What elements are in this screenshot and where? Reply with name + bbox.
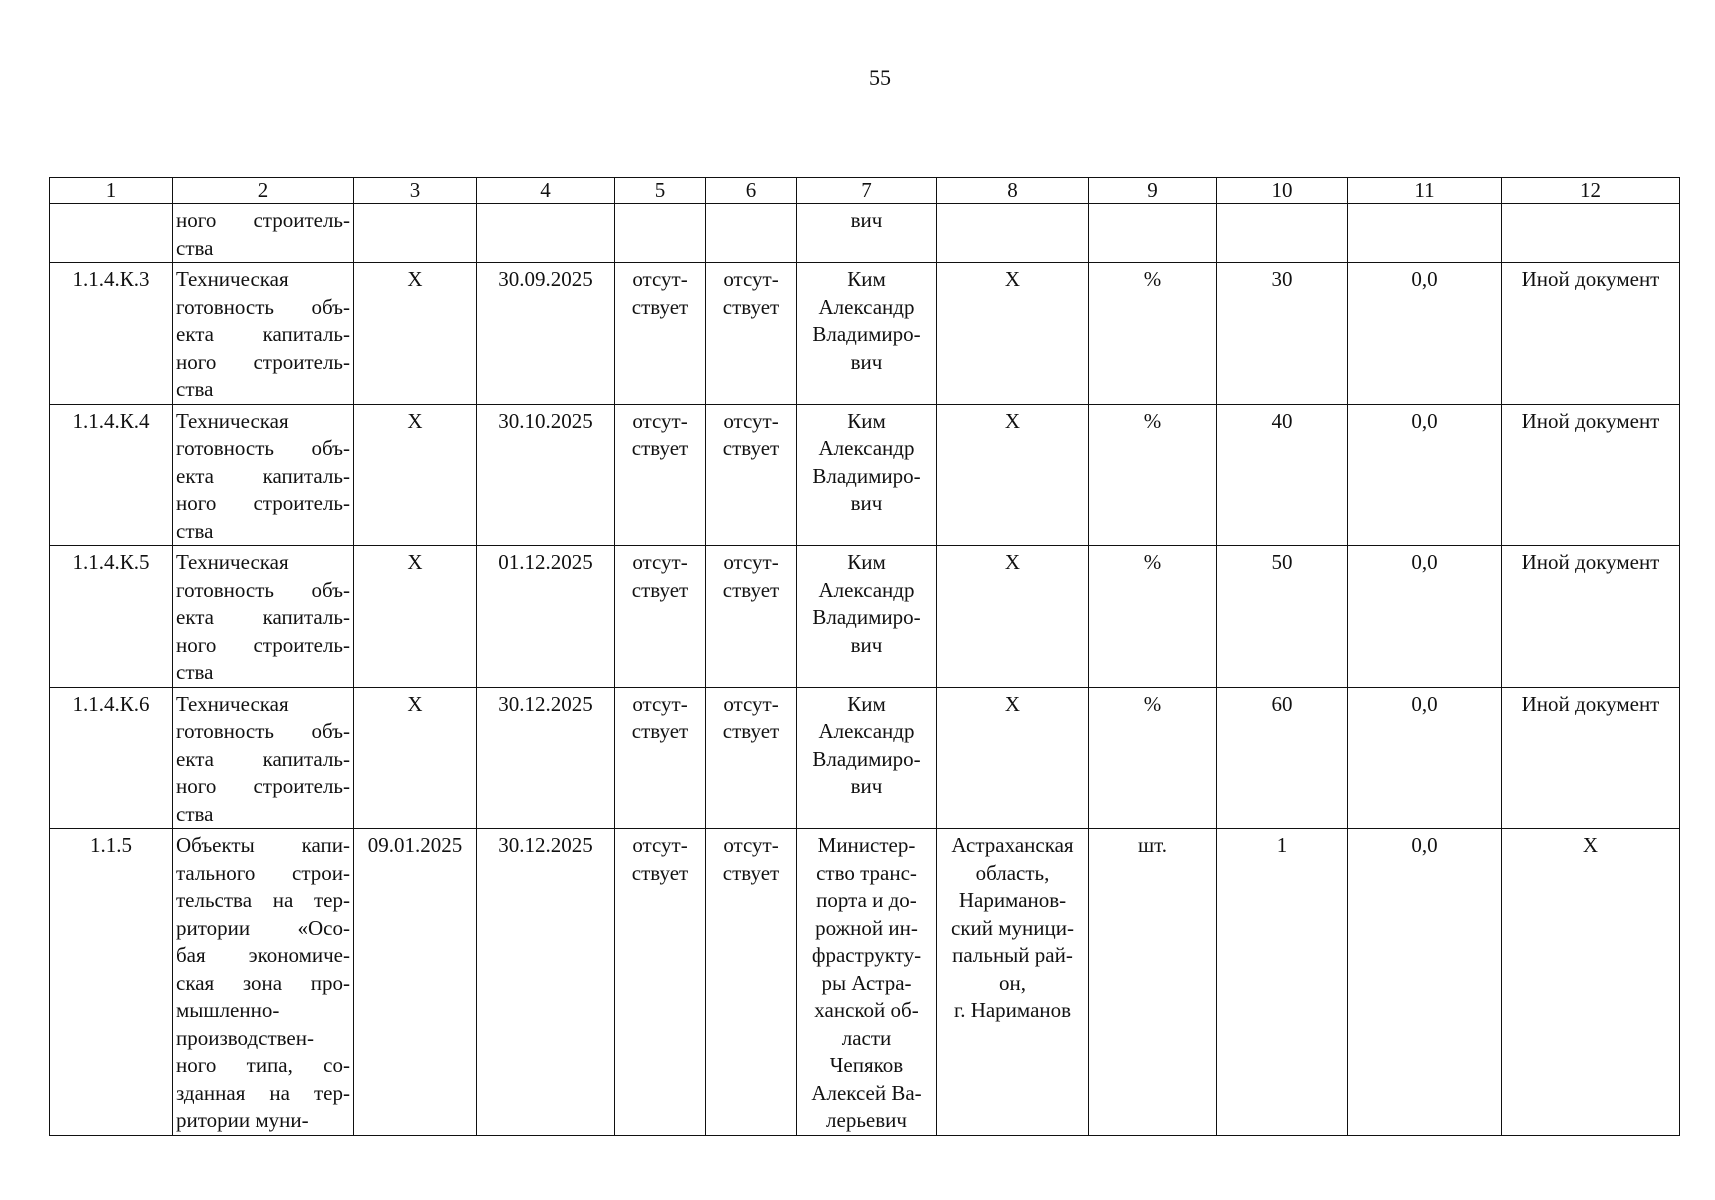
column-6-cell — [706, 829, 797, 1136]
cell-line: ствует — [631, 436, 689, 460]
cell-line: Х — [1004, 408, 1021, 433]
amount-cell — [1348, 204, 1502, 263]
column-header-7: 7 — [797, 178, 937, 204]
value-cell: 50 — [1217, 546, 1348, 688]
table-row — [50, 546, 1680, 688]
cell-line: Владимиро- — [812, 463, 921, 488]
end-date-cell: 30.09.2025 — [477, 263, 615, 405]
amount-cell: 0,0 — [1348, 829, 1502, 1136]
location-cell — [937, 404, 1089, 546]
cell-line: фраструкту- — [811, 943, 922, 967]
amount-cell: 0,0 — [1348, 546, 1502, 688]
start-date-cell: 09.01.2025 — [354, 829, 477, 1136]
column-5-cell — [615, 687, 706, 829]
location-cell — [937, 263, 1089, 405]
row-number-cell — [50, 204, 173, 263]
cell-line: порта и до- — [816, 888, 917, 912]
column-6-cell — [706, 263, 797, 405]
document-table — [49, 177, 1680, 1136]
value-cell: 1 — [1217, 829, 1348, 1136]
cell-line: Техническая — [176, 691, 289, 716]
value-cell: 30 — [1217, 263, 1348, 405]
cell-line: ствует — [722, 719, 780, 743]
cell-line: Алексей Ва- — [811, 1080, 922, 1105]
column-6-cell — [706, 404, 797, 546]
column-header-9: 9 — [1089, 178, 1217, 204]
cell-line: отсут- — [723, 408, 779, 433]
cell-line: готовность объ- — [176, 577, 350, 602]
cell-line: производствен- — [176, 1025, 314, 1050]
cell-line: ного строитель- — [176, 349, 350, 374]
column-5-cell — [615, 546, 706, 688]
responsible-cell — [797, 829, 937, 1136]
cell-line: Астраханская — [951, 833, 1074, 857]
cell-line: екта капиталь- — [176, 605, 350, 629]
cell-line: ства — [176, 377, 214, 401]
cell-line: лерьевич — [826, 1108, 907, 1132]
cell-line: Владимиро- — [812, 322, 921, 346]
column-5-cell — [615, 404, 706, 546]
cell-line: ский муници- — [951, 915, 1074, 940]
cell-line: г. Нариманов — [953, 998, 1072, 1022]
cell-line: Чепяков — [829, 1053, 904, 1077]
responsible-cell — [797, 404, 937, 546]
cell-line: ного строитель- — [176, 491, 350, 515]
cell-line: ствует — [631, 719, 689, 743]
document-cell: Х — [1502, 829, 1680, 1136]
cell-line: ствует — [722, 577, 780, 602]
cell-line: отсут- — [723, 267, 779, 291]
document-cell: Иной документ — [1502, 546, 1680, 688]
cell-line: вич — [850, 349, 883, 374]
cell-line: Александр — [818, 436, 915, 460]
unit-cell — [1089, 204, 1217, 263]
cell-line: Министер- — [817, 833, 916, 857]
value-cell: 40 — [1217, 404, 1348, 546]
cell-line: Ким — [847, 550, 886, 574]
cell-line: Владимиро- — [812, 746, 921, 771]
location-cell — [937, 546, 1089, 688]
cell-line: Нариманов- — [958, 888, 1067, 912]
cell-line: ного строитель- — [176, 774, 350, 798]
end-date-cell — [477, 204, 615, 263]
cell-line: тельства на тер- — [176, 888, 350, 912]
amount-cell: 0,0 — [1348, 404, 1502, 546]
start-date-cell: Х — [354, 546, 477, 688]
cell-line: рожной ин- — [815, 915, 918, 940]
column-header-5: 5 — [615, 178, 706, 204]
cell-line: отсут- — [632, 267, 688, 291]
cell-line: ханской об- — [814, 998, 919, 1022]
cell-line: Ким — [847, 408, 886, 433]
start-date-cell — [354, 204, 477, 263]
table-row — [50, 829, 1680, 1136]
location-cell — [937, 829, 1089, 1136]
unit-cell: % — [1089, 687, 1217, 829]
column-5-cell — [615, 829, 706, 1136]
row-number-cell: 1.1.4.К.6 — [50, 687, 173, 829]
row-number-cell: 1.1.4.К.3 — [50, 263, 173, 405]
cell-line: Х — [1004, 691, 1021, 716]
cell-line: Х — [1004, 550, 1021, 574]
responsible-cell — [797, 263, 937, 405]
cell-line: ства — [176, 518, 214, 543]
indicator-name-cell — [173, 546, 354, 688]
cell-line: отсут- — [723, 550, 779, 574]
table-row — [50, 404, 1680, 546]
table-row — [50, 687, 1680, 829]
cell-line: отсут- — [632, 833, 688, 857]
cell-line: екта капиталь- — [176, 463, 350, 488]
row-number-cell: 1.1.4.К.4 — [50, 404, 173, 546]
column-header-2: 2 — [173, 178, 354, 204]
cell-line: отсут- — [723, 691, 779, 716]
cell-line: отсут- — [723, 833, 779, 857]
column-header-8: 8 — [937, 178, 1089, 204]
indicator-name-cell — [173, 404, 354, 546]
cell-line: Александр — [818, 294, 915, 319]
end-date-cell: 30.12.2025 — [477, 687, 615, 829]
row-number-cell: 1.1.5 — [50, 829, 173, 1136]
location-cell — [937, 204, 1089, 263]
indicator-name-cell — [173, 263, 354, 405]
column-6-cell — [706, 687, 797, 829]
cell-line: Техническая — [176, 267, 289, 291]
cell-line: отсут- — [632, 550, 688, 574]
cell-line: ства — [176, 235, 214, 260]
cell-line: мышленно- — [176, 998, 280, 1022]
cell-line: вич — [850, 632, 883, 657]
cell-line: Александр — [818, 577, 915, 602]
indicator-name-cell — [173, 204, 354, 263]
cell-line: вич — [850, 774, 883, 798]
cell-line: готовность объ- — [176, 436, 350, 460]
cell-line: Техническая — [176, 408, 289, 433]
cell-line: он, — [999, 970, 1026, 995]
indicator-name-cell — [173, 829, 354, 1136]
responsible-cell — [797, 687, 937, 829]
cell-line: вич — [850, 491, 883, 515]
cell-line: ритории муни- — [176, 1108, 309, 1132]
column-5-cell — [615, 204, 706, 263]
cell-line: готовность объ- — [176, 719, 350, 743]
cell-line: Х — [1004, 267, 1021, 291]
cell-line: ного строитель- — [176, 632, 350, 657]
cell-line: Владимиро- — [812, 605, 921, 629]
end-date-cell: 01.12.2025 — [477, 546, 615, 688]
cell-line: область, — [975, 860, 1050, 885]
responsible-cell — [797, 546, 937, 688]
table-header-row — [50, 178, 1680, 204]
column-6-cell — [706, 204, 797, 263]
cell-line: ры Астра- — [821, 970, 912, 995]
responsible-cell — [797, 204, 937, 263]
unit-cell: шт. — [1089, 829, 1217, 1136]
start-date-cell: Х — [354, 404, 477, 546]
column-header-10: 10 — [1217, 178, 1348, 204]
cell-line: пальный рай- — [952, 943, 1073, 967]
cell-line: вич — [850, 208, 883, 232]
cell-line: зданная на тер- — [176, 1080, 350, 1105]
indicator-name-cell — [173, 687, 354, 829]
cell-line: Техническая — [176, 550, 289, 574]
cell-line: ствует — [631, 860, 689, 885]
value-cell: 60 — [1217, 687, 1348, 829]
cell-line: ская зона про- — [176, 970, 350, 995]
document-cell: Иной документ — [1502, 263, 1680, 405]
table-row — [50, 263, 1680, 405]
cell-line: тального строи- — [176, 860, 350, 885]
column-header-3: 3 — [354, 178, 477, 204]
cell-line: ствует — [631, 577, 689, 602]
cell-line: ства — [176, 660, 214, 684]
unit-cell: % — [1089, 263, 1217, 405]
cell-line: ства — [176, 801, 214, 826]
column-6-cell — [706, 546, 797, 688]
document-cell: Иной документ — [1502, 404, 1680, 546]
cell-line: ствует — [722, 294, 780, 319]
document-cell — [1502, 204, 1680, 263]
row-number-cell: 1.1.4.К.5 — [50, 546, 173, 688]
cell-line: екта капиталь- — [176, 746, 350, 771]
cell-line: ствует — [722, 860, 780, 885]
amount-cell: 0,0 — [1348, 263, 1502, 405]
cell-line: ного типа, со- — [176, 1053, 350, 1077]
column-header-12: 12 — [1502, 178, 1680, 204]
column-header-11: 11 — [1348, 178, 1502, 204]
amount-cell: 0,0 — [1348, 687, 1502, 829]
cell-line: ствует — [722, 436, 780, 460]
cell-line: ство транс- — [816, 860, 917, 885]
column-header-6: 6 — [706, 178, 797, 204]
cell-line: готовность объ- — [176, 294, 350, 319]
cell-line: ласти — [841, 1025, 892, 1050]
cell-line: ритории «Осо- — [176, 915, 350, 940]
location-cell — [937, 687, 1089, 829]
cell-line: отсут- — [632, 691, 688, 716]
cell-line: отсут- — [632, 408, 688, 433]
unit-cell: % — [1089, 546, 1217, 688]
cell-line: ного строитель- — [176, 208, 350, 232]
cell-line: Ким — [847, 691, 886, 716]
table-row — [50, 204, 1680, 263]
value-cell — [1217, 204, 1348, 263]
cell-line: бая экономиче- — [176, 943, 350, 967]
cell-line: ствует — [631, 294, 689, 319]
cell-line: Объекты капи- — [176, 833, 350, 857]
column-header-1: 1 — [50, 178, 173, 204]
page-number: 55 — [869, 65, 891, 90]
unit-cell: % — [1089, 404, 1217, 546]
start-date-cell: Х — [354, 263, 477, 405]
column-5-cell — [615, 263, 706, 405]
end-date-cell: 30.10.2025 — [477, 404, 615, 546]
document-cell: Иной документ — [1502, 687, 1680, 829]
cell-line: екта капиталь- — [176, 322, 350, 346]
cell-line: Александр — [818, 719, 915, 743]
cell-line: Ким — [847, 267, 886, 291]
start-date-cell: Х — [354, 687, 477, 829]
column-header-4: 4 — [477, 178, 615, 204]
end-date-cell: 30.12.2025 — [477, 829, 615, 1136]
